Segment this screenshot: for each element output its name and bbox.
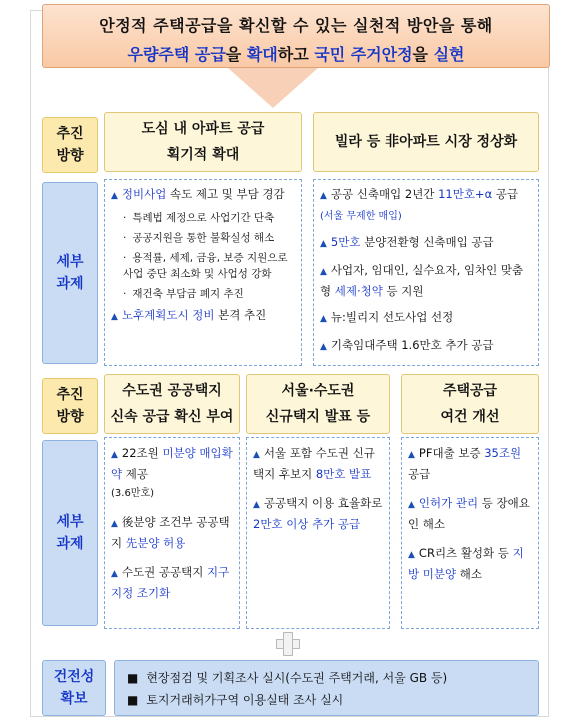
tag-line: 추진 bbox=[56, 126, 84, 142]
direction-header-public-land bbox=[104, 374, 240, 434]
item-text-part: 지구지정 조기화 bbox=[111, 565, 230, 600]
item-text-part: 2만호 이상 추가 공급 bbox=[253, 517, 361, 531]
item-text-part: 등 장애요인 해소 bbox=[408, 496, 530, 531]
direction-header-new-land bbox=[246, 374, 390, 434]
item-text-part: CR리츠 활성화 등 bbox=[418, 546, 513, 560]
item-text-part: 35조원 bbox=[484, 446, 522, 460]
triangle-bullet-icon: ▲ bbox=[111, 450, 118, 460]
item-text-part: 제공 bbox=[122, 467, 148, 481]
task-box-conditions bbox=[401, 437, 539, 629]
down-arrow-icon bbox=[228, 68, 318, 108]
task-item bbox=[408, 444, 532, 484]
item-text-part: 세제·청약 bbox=[334, 284, 383, 298]
headline-part: 하고 bbox=[277, 45, 315, 64]
item-text-part: 공급 bbox=[408, 467, 431, 481]
row-tag-direction-1 bbox=[42, 117, 98, 173]
triangle-bullet-icon: ▲ bbox=[320, 267, 327, 277]
headline-part: 확대 bbox=[246, 45, 278, 64]
item-text-part: 본격 추진 bbox=[214, 308, 267, 322]
dot-bullet-icon: · bbox=[123, 252, 127, 264]
task-subitem bbox=[111, 286, 295, 302]
tag-line: 확보 bbox=[60, 691, 88, 707]
task-subitem-text: 재건축 부담금 폐지 추진 bbox=[132, 288, 244, 300]
row-tag-tasks-2 bbox=[42, 440, 98, 626]
footer-item-text: 현장점검 및 기획조사 실시(수도권 주택거래, 서울 GB 등) bbox=[146, 671, 448, 685]
plus-icon bbox=[276, 632, 300, 656]
item-text-part: 인허가 관리 bbox=[418, 496, 479, 510]
triangle-bullet-icon: ▲ bbox=[320, 239, 327, 249]
item-text-part: 등 지원 bbox=[382, 284, 424, 298]
task-item bbox=[111, 513, 233, 553]
tag-line: 세부 bbox=[56, 514, 84, 530]
task-subitem bbox=[111, 210, 295, 226]
triangle-bullet-icon: ▲ bbox=[408, 500, 415, 510]
dot-bullet-icon: · bbox=[123, 232, 127, 244]
headline-part: 을 bbox=[225, 45, 247, 64]
triangle-bullet-icon: ▲ bbox=[111, 519, 118, 529]
item-text-part: 先분양 허용 bbox=[125, 536, 186, 550]
dot-bullet-icon: · bbox=[123, 288, 127, 300]
row-tag-soundness bbox=[42, 660, 106, 716]
triangle-bullet-icon: ▲ bbox=[320, 191, 327, 201]
task-subitem-text: 용적률, 세제, 금융, 보증 지원으로 사업 중단 최소화 및 사업성 강화 bbox=[123, 252, 288, 280]
header-line: 신규택지 발표 등 bbox=[265, 409, 371, 425]
item-text-part: 속도 제고 및 부담 경감 bbox=[166, 187, 285, 201]
triangle-bullet-icon: ▲ bbox=[320, 342, 327, 352]
triangle-bullet-icon: ▲ bbox=[253, 450, 260, 460]
headline-part: 을 bbox=[412, 45, 434, 64]
item-text-part: 22조원 bbox=[121, 446, 163, 460]
tag-line: 방향 bbox=[56, 409, 84, 425]
item-text-part: 공공 신축매입 2년간 bbox=[330, 187, 439, 201]
header-line: 수도권 공공택지 bbox=[122, 383, 222, 399]
triangle-bullet-icon: ▲ bbox=[111, 312, 118, 322]
headline-part: 우량주택 공급 bbox=[127, 45, 226, 64]
task-item bbox=[253, 494, 383, 534]
headline-part: 실현 bbox=[433, 45, 465, 64]
square-bullet-icon: ■ bbox=[127, 693, 139, 707]
task-item-note: (3.6만호) bbox=[111, 488, 155, 499]
task-item bbox=[320, 308, 532, 329]
footer-item bbox=[127, 667, 538, 689]
headline-banner bbox=[42, 4, 550, 68]
item-text-part: 수도권 공공택지 bbox=[121, 565, 207, 579]
item-text-part: 11만호+α bbox=[438, 187, 493, 201]
header-line: 도심 내 아파트 공급 bbox=[141, 121, 265, 137]
triangle-bullet-icon: ▲ bbox=[408, 450, 415, 460]
task-subitem-text: 공공지원을 통한 불확실성 해소 bbox=[132, 232, 275, 244]
task-box-villa bbox=[313, 179, 539, 366]
item-text-part: 뉴:빌리지 선도사업 선정 bbox=[330, 310, 454, 324]
triangle-bullet-icon: ▲ bbox=[253, 500, 260, 510]
item-text-part: 8만호 발표 bbox=[315, 467, 372, 481]
task-item bbox=[111, 306, 295, 327]
triangle-bullet-icon: ▲ bbox=[408, 550, 415, 560]
item-text-part: 분양전환형 신축매입 공급 bbox=[360, 235, 494, 249]
tag-line: 세부 bbox=[56, 254, 84, 270]
header-line: 신속 공급 확신 부여 bbox=[110, 409, 234, 425]
item-text-part: (서울 무제한 매입) bbox=[320, 211, 402, 222]
task-subitem bbox=[111, 250, 295, 282]
soundness-box bbox=[114, 660, 539, 716]
item-text-part: PF대출 보증 bbox=[418, 446, 485, 460]
tag-line: 과제 bbox=[56, 536, 84, 552]
task-item bbox=[320, 233, 532, 254]
task-box-apartment bbox=[104, 179, 302, 366]
item-text-part: 공공택지 이용 효율화로 bbox=[263, 496, 383, 510]
task-item bbox=[408, 544, 532, 584]
row-tag-tasks-1 bbox=[42, 182, 98, 364]
tag-line: 추진 bbox=[56, 387, 84, 403]
task-item bbox=[111, 563, 233, 603]
header-line: 여건 개선 bbox=[440, 409, 500, 425]
task-item bbox=[408, 494, 532, 534]
task-subitem bbox=[111, 230, 295, 246]
row-tag-direction-2 bbox=[42, 378, 98, 434]
task-item bbox=[320, 336, 532, 357]
tag-line: 방향 bbox=[56, 148, 84, 164]
footer-item bbox=[127, 689, 538, 711]
square-bullet-icon: ■ bbox=[127, 671, 139, 685]
item-text-part: 정비사업 bbox=[121, 187, 167, 201]
tag-line: 건전성 bbox=[53, 669, 95, 685]
task-item bbox=[253, 444, 383, 484]
task-item bbox=[111, 185, 295, 206]
tag-line: 과제 bbox=[56, 276, 84, 292]
header-line: 주택공급 bbox=[442, 383, 498, 399]
item-text-part: 5만호 bbox=[330, 235, 361, 249]
item-text-part: 後분양 조건부 공공택지 bbox=[111, 515, 230, 550]
direction-header-apartment bbox=[104, 112, 302, 172]
direction-header-villa bbox=[313, 112, 539, 172]
task-box-public-land bbox=[104, 437, 240, 629]
task-item bbox=[320, 261, 532, 301]
header-line: 빌라 등 非아파트 시장 정상화 bbox=[334, 134, 518, 150]
item-text-part: 공급 bbox=[492, 187, 519, 201]
headline-line-1: 안정적 주택공급을 확신할 수 있는 실천적 방안을 통해 bbox=[99, 16, 493, 35]
footer-item-text: 토지거래허가구역 이용실태 조사 실시 bbox=[146, 693, 344, 707]
triangle-bullet-icon: ▲ bbox=[111, 191, 118, 201]
task-item bbox=[320, 185, 532, 226]
item-text-part: 노후계획도시 정비 bbox=[121, 308, 215, 322]
headline-line-2 bbox=[43, 42, 549, 65]
header-line: 획기적 확대 bbox=[166, 147, 240, 163]
task-item bbox=[111, 444, 233, 503]
triangle-bullet-icon: ▲ bbox=[320, 314, 327, 324]
item-text-part: 미분양 매입확약 bbox=[111, 446, 233, 481]
task-box-new-land bbox=[246, 437, 390, 629]
item-text-part: 사업자, 임대인, 실수요자, 임차인 맞춤형 bbox=[320, 263, 524, 298]
item-text-part: 해소 bbox=[456, 567, 482, 581]
item-text-part: 서울 포함 수도권 신규택지 후보지 bbox=[253, 446, 375, 481]
item-text-part: 기축임대주택 1.6만호 추가 공급 bbox=[330, 338, 494, 352]
dot-bullet-icon: · bbox=[123, 212, 127, 224]
task-subitem-text: 특례법 제정으로 사업기간 단축 bbox=[132, 212, 275, 224]
direction-header-conditions bbox=[401, 374, 539, 434]
headline-part: 국민 주거안정 bbox=[314, 45, 413, 64]
triangle-bullet-icon: ▲ bbox=[111, 569, 118, 579]
header-line: 서울·수도권 bbox=[281, 383, 355, 399]
item-text-part: 지방 미분양 bbox=[408, 546, 524, 581]
